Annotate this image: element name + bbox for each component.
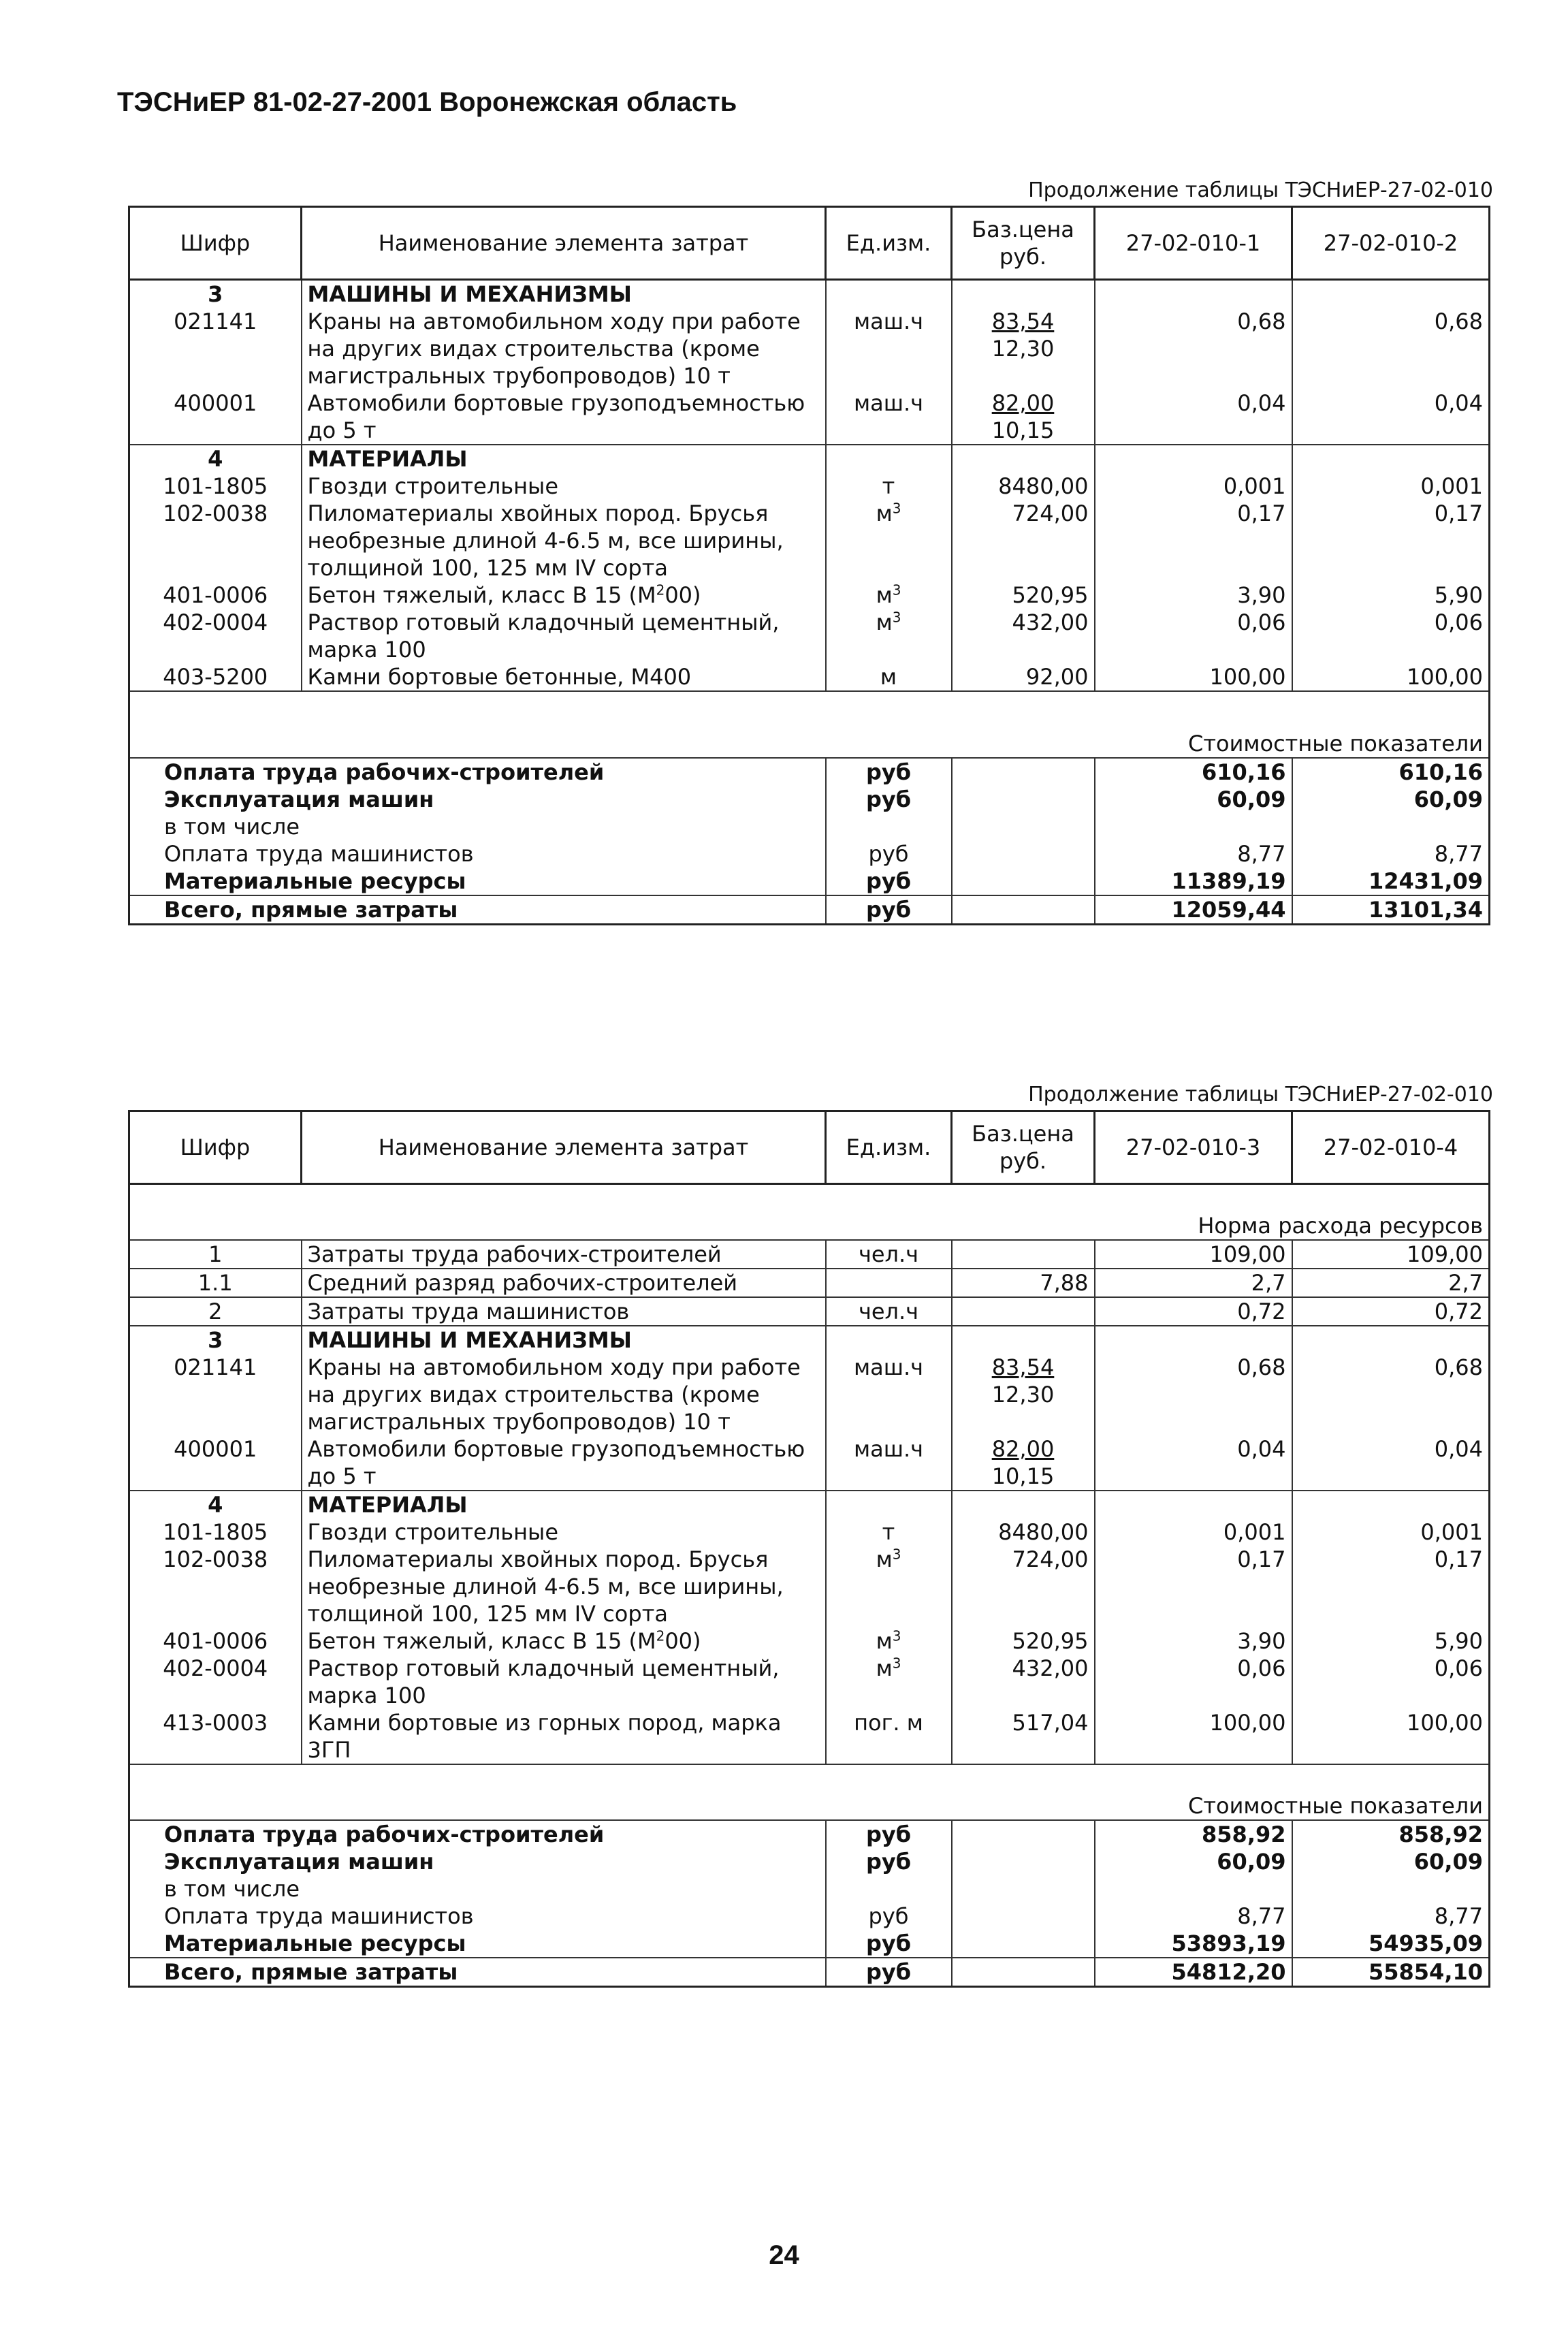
row-name: Гвозди строительные bbox=[302, 1518, 826, 1546]
row-price: 517,04 bbox=[952, 1709, 1095, 1764]
row-value-1: 0,04 bbox=[1095, 389, 1292, 445]
price-top: 82,00 bbox=[991, 390, 1055, 416]
row-name: МАШИНЫ И МЕХАНИЗМЫ bbox=[302, 1326, 826, 1354]
header-col1: 27-02-010-3 bbox=[1095, 1111, 1292, 1184]
row-name bbox=[302, 1627, 826, 1655]
summary-row bbox=[129, 813, 1490, 840]
table-header-row bbox=[129, 1111, 1490, 1184]
row-code: 1 bbox=[129, 1240, 302, 1269]
summary-value-2: 8,77 bbox=[1292, 840, 1490, 868]
page-number: 24 bbox=[769, 2240, 799, 2270]
cost-header: Стоимостные показатели bbox=[129, 1764, 1490, 1820]
summary-row bbox=[129, 758, 1490, 786]
header-name: Наименование элемента затрат bbox=[302, 1111, 826, 1184]
row-value-1: 0,68 bbox=[1095, 1354, 1292, 1435]
row-price: 92,00 bbox=[952, 663, 1095, 691]
row-price: 432,00 bbox=[952, 1655, 1095, 1709]
unit-sup: 3 bbox=[892, 609, 901, 626]
row-value-1: 3,90 bbox=[1095, 582, 1292, 609]
row-unit: маш.ч bbox=[826, 389, 952, 445]
row-unit: маш.ч bbox=[826, 1435, 952, 1491]
summary-value-1: 54812,20 bbox=[1095, 1958, 1292, 1987]
summary-unit: руб bbox=[826, 1848, 952, 1875]
row-price: 520,95 bbox=[952, 1627, 1095, 1655]
row-name: МАШИНЫ И МЕХАНИЗМЫ bbox=[302, 280, 826, 308]
row-name: МАТЕРИАЛЫ bbox=[302, 445, 826, 473]
name-sup: 2 bbox=[656, 582, 665, 599]
norm-header-row bbox=[129, 1184, 1490, 1241]
summary-unit: руб bbox=[826, 758, 952, 786]
section-row bbox=[129, 445, 1490, 473]
row-code: 400001 bbox=[129, 389, 302, 445]
summary-row bbox=[129, 840, 1490, 868]
row-value-2: 0,04 bbox=[1292, 1435, 1490, 1491]
summary-label: Оплата труда рабочих-строителей bbox=[129, 758, 826, 786]
summary-value-2: 12431,09 bbox=[1292, 868, 1490, 895]
row-name: Краны на автомобильном ходу при работе на других видах строительства (кроме магистральных трубопроводов) 10 т bbox=[302, 308, 826, 389]
document-title: ТЭСНиЕР 81-02-27-2001 Воронежская область bbox=[117, 87, 737, 117]
name-sup: 2 bbox=[656, 1627, 665, 1644]
table-row bbox=[129, 1709, 1490, 1764]
row-name: Раствор готовый кладочный цементный, марка 100 bbox=[302, 609, 826, 663]
price-top: 83,54 bbox=[991, 1354, 1055, 1380]
summary-row bbox=[129, 895, 1490, 925]
row-value-1: 0,72 bbox=[1095, 1297, 1292, 1326]
summary-value-2: 8,77 bbox=[1292, 1903, 1490, 1930]
price-top: 83,54 bbox=[991, 308, 1055, 334]
summary-row bbox=[129, 1958, 1490, 1987]
summary-value-2: 610,16 bbox=[1292, 758, 1490, 786]
summary-row bbox=[129, 1903, 1490, 1930]
section-row bbox=[129, 1326, 1490, 1354]
name-part: 00) bbox=[665, 582, 701, 608]
row-value-2: 2,7 bbox=[1292, 1269, 1490, 1297]
name-part: Бетон тяжелый, класс B 15 (М bbox=[307, 1628, 656, 1654]
row-code: 1.1 bbox=[129, 1269, 302, 1297]
table-row bbox=[129, 1297, 1490, 1326]
cost-header-row bbox=[129, 1764, 1490, 1820]
summary-label: Эксплуатация машин bbox=[129, 786, 826, 813]
row-name: Затраты труда машинистов bbox=[302, 1297, 826, 1326]
row-price: 520,95 bbox=[952, 582, 1095, 609]
row-code: 021141 bbox=[129, 1354, 302, 1435]
row-code: 4 bbox=[129, 1491, 302, 1518]
summary-label: Эксплуатация машин bbox=[129, 1848, 826, 1875]
summary-value-1: 53893,19 bbox=[1095, 1930, 1292, 1958]
name-part: Бетон тяжелый, класс B 15 (М bbox=[307, 582, 656, 608]
row-value-2: 100,00 bbox=[1292, 1709, 1490, 1764]
summary-row bbox=[129, 786, 1490, 813]
header-price: Баз.цена руб. bbox=[952, 207, 1095, 280]
row-value-1: 0,001 bbox=[1095, 473, 1292, 500]
table-row bbox=[129, 473, 1490, 500]
summary-label: Всего, прямые затраты bbox=[129, 1958, 826, 1987]
table-row bbox=[129, 1269, 1490, 1297]
unit-base: м bbox=[876, 582, 893, 608]
table-row bbox=[129, 1435, 1490, 1491]
row-unit: т bbox=[826, 473, 952, 500]
table-caption: Продолжение таблицы ТЭСНиЕР-27-02-010 bbox=[1028, 178, 1493, 202]
table-row bbox=[129, 1655, 1490, 1709]
table-row bbox=[129, 500, 1490, 582]
row-name: Автомобили бортовые грузоподъемностью до 5 т bbox=[302, 389, 826, 445]
row-code: 402-0004 bbox=[129, 609, 302, 663]
row-name: Средний разряд рабочих-строителей bbox=[302, 1269, 826, 1297]
cost-header-row bbox=[129, 691, 1490, 758]
row-price bbox=[952, 1354, 1095, 1435]
row-code: 413-0003 bbox=[129, 1709, 302, 1764]
unit-sup: 3 bbox=[892, 500, 901, 517]
row-value-1: 0,04 bbox=[1095, 1435, 1292, 1491]
row-unit bbox=[826, 582, 952, 609]
row-value-2: 100,00 bbox=[1292, 663, 1490, 691]
summary-value-1: 12059,44 bbox=[1095, 895, 1292, 925]
table-row bbox=[129, 389, 1490, 445]
name-part: 00) bbox=[665, 1628, 701, 1654]
header-unit: Ед.изм. bbox=[826, 1111, 952, 1184]
row-value-2: 0,06 bbox=[1292, 1655, 1490, 1709]
summary-unit: руб bbox=[826, 868, 952, 895]
summary-label: Оплата труда рабочих-строителей bbox=[129, 1820, 826, 1848]
summary-value-1: 610,16 bbox=[1095, 758, 1292, 786]
row-code: 021141 bbox=[129, 308, 302, 389]
table-row bbox=[129, 308, 1490, 389]
header-col2: 27-02-010-4 bbox=[1292, 1111, 1490, 1184]
unit-sup: 3 bbox=[892, 582, 901, 599]
row-price: 432,00 bbox=[952, 609, 1095, 663]
summary-value-2: 60,09 bbox=[1292, 786, 1490, 813]
section-row bbox=[129, 280, 1490, 308]
row-name: Автомобили бортовые грузоподъемностью до 5 т bbox=[302, 1435, 826, 1491]
row-unit: маш.ч bbox=[826, 308, 952, 389]
summary-row bbox=[129, 1875, 1490, 1903]
row-value-2: 0,17 bbox=[1292, 500, 1490, 582]
row-unit: маш.ч bbox=[826, 1354, 952, 1435]
unit-sup: 3 bbox=[892, 1655, 901, 1672]
row-unit bbox=[826, 500, 952, 582]
row-price: 724,00 bbox=[952, 1546, 1095, 1627]
row-price bbox=[952, 1297, 1095, 1326]
row-code: 401-0006 bbox=[129, 1627, 302, 1655]
row-code: 101-1805 bbox=[129, 473, 302, 500]
row-unit bbox=[826, 609, 952, 663]
unit-base: м bbox=[876, 500, 893, 526]
row-name: Раствор готовый кладочный цементный, марка 100 bbox=[302, 1655, 826, 1709]
row-name: Затраты труда рабочих-строителей bbox=[302, 1240, 826, 1269]
table-row bbox=[129, 582, 1490, 609]
table-row bbox=[129, 609, 1490, 663]
row-code: 400001 bbox=[129, 1435, 302, 1491]
row-price bbox=[952, 389, 1095, 445]
row-unit: чел.ч bbox=[826, 1297, 952, 1326]
row-name: Камни бортовые из горных пород, марка 3ГП bbox=[302, 1709, 826, 1764]
summary-unit: руб bbox=[826, 786, 952, 813]
table-caption: Продолжение таблицы ТЭСНиЕР-27-02-010 bbox=[1028, 1083, 1493, 1107]
row-price: 8480,00 bbox=[952, 473, 1095, 500]
row-price bbox=[952, 1240, 1095, 1269]
summary-value-2: 55854,10 bbox=[1292, 1958, 1490, 1987]
row-name: Пиломатериалы хвойных пород. Брусья необрезные длиной 4-6.5 м, все ширины, толщиной 100, 125 мм IV сорта bbox=[302, 1546, 826, 1627]
row-value-2: 0,001 bbox=[1292, 473, 1490, 500]
price-bottom: 12,30 bbox=[991, 336, 1055, 362]
estimate-table-1 bbox=[128, 206, 1490, 925]
row-name: Камни бортовые бетонные, М400 bbox=[302, 663, 826, 691]
table-row bbox=[129, 663, 1490, 691]
row-value-1: 3,90 bbox=[1095, 1627, 1292, 1655]
cost-header: Стоимостные показатели bbox=[129, 691, 1490, 758]
row-price: 7,88 bbox=[952, 1269, 1095, 1297]
summary-label: Оплата труда машинистов bbox=[129, 840, 826, 868]
summary-value-2: 54935,09 bbox=[1292, 1930, 1490, 1958]
row-value-2: 5,90 bbox=[1292, 582, 1490, 609]
row-value-1: 100,00 bbox=[1095, 663, 1292, 691]
table-row bbox=[129, 1240, 1490, 1269]
row-value-1: 0,06 bbox=[1095, 1655, 1292, 1709]
row-unit bbox=[826, 1627, 952, 1655]
summary-unit: руб bbox=[826, 840, 952, 868]
row-value-2: 0,72 bbox=[1292, 1297, 1490, 1326]
row-price: 8480,00 bbox=[952, 1518, 1095, 1546]
row-price: 724,00 bbox=[952, 500, 1095, 582]
unit-base: м bbox=[876, 1655, 893, 1681]
header-name: Наименование элемента затрат bbox=[302, 207, 826, 280]
row-code: 401-0006 bbox=[129, 582, 302, 609]
row-value-1: 0,17 bbox=[1095, 1546, 1292, 1627]
row-value-1: 100,00 bbox=[1095, 1709, 1292, 1764]
table-header-row bbox=[129, 207, 1490, 280]
summary-unit: руб bbox=[826, 1958, 952, 1987]
summary-value-1: 60,09 bbox=[1095, 1848, 1292, 1875]
row-price bbox=[952, 308, 1095, 389]
row-code: 102-0038 bbox=[129, 1546, 302, 1627]
row-unit bbox=[826, 1546, 952, 1627]
section-row bbox=[129, 1491, 1490, 1518]
price-bottom: 10,15 bbox=[991, 1463, 1055, 1489]
summary-row bbox=[129, 1820, 1490, 1848]
row-name bbox=[302, 582, 826, 609]
row-code: 2 bbox=[129, 1297, 302, 1326]
summary-value-2: 13101,34 bbox=[1292, 895, 1490, 925]
row-value-1: 109,00 bbox=[1095, 1240, 1292, 1269]
summary-value-2: 858,92 bbox=[1292, 1820, 1490, 1848]
header-code: Шифр bbox=[129, 1111, 302, 1184]
row-unit: чел.ч bbox=[826, 1240, 952, 1269]
price-bottom: 12,30 bbox=[991, 1382, 1055, 1407]
table-row bbox=[129, 1354, 1490, 1435]
row-value-1: 0,06 bbox=[1095, 609, 1292, 663]
summary-unit: руб bbox=[826, 895, 952, 925]
summary-value-1: 8,77 bbox=[1095, 840, 1292, 868]
unit-sup: 3 bbox=[892, 1546, 901, 1563]
row-value-1: 0,001 bbox=[1095, 1518, 1292, 1546]
header-unit: Ед.изм. bbox=[826, 207, 952, 280]
table-row bbox=[129, 1518, 1490, 1546]
norm-header: Норма расхода ресурсов bbox=[129, 1184, 1490, 1241]
summary-unit: руб bbox=[826, 1820, 952, 1848]
row-value-2: 0,06 bbox=[1292, 609, 1490, 663]
row-unit: т bbox=[826, 1518, 952, 1546]
summary-value-2: 60,09 bbox=[1292, 1848, 1490, 1875]
unit-sup: 3 bbox=[892, 1627, 901, 1644]
row-unit: м bbox=[826, 663, 952, 691]
price-top: 82,00 bbox=[991, 1436, 1055, 1462]
summary-label: в том числе bbox=[129, 1875, 826, 1903]
summary-row bbox=[129, 1848, 1490, 1875]
table-row bbox=[129, 1546, 1490, 1627]
row-value-2: 0,17 bbox=[1292, 1546, 1490, 1627]
summary-label: Всего, прямые затраты bbox=[129, 895, 826, 925]
row-value-2: 0,04 bbox=[1292, 389, 1490, 445]
summary-value-1: 858,92 bbox=[1095, 1820, 1292, 1848]
row-price bbox=[952, 1435, 1095, 1491]
row-name: Краны на автомобильном ходу при работе на других видах строительства (кроме магистральных трубопроводов) 10 т bbox=[302, 1354, 826, 1435]
row-value-2: 0,68 bbox=[1292, 308, 1490, 389]
summary-label: Оплата труда машинистов bbox=[129, 1903, 826, 1930]
row-value-1: 0,17 bbox=[1095, 500, 1292, 582]
row-unit bbox=[826, 1655, 952, 1709]
price-bottom: 10,15 bbox=[991, 417, 1055, 443]
summary-row bbox=[129, 1930, 1490, 1958]
header-price: Баз.цена руб. bbox=[952, 1111, 1095, 1184]
row-code: 101-1805 bbox=[129, 1518, 302, 1546]
header-col2: 27-02-010-2 bbox=[1292, 207, 1490, 280]
header-col1: 27-02-010-1 bbox=[1095, 207, 1292, 280]
unit-base: м bbox=[876, 609, 893, 635]
summary-unit: руб bbox=[826, 1903, 952, 1930]
table-row bbox=[129, 1627, 1490, 1655]
summary-label: Материальные ресурсы bbox=[129, 868, 826, 895]
header-code: Шифр bbox=[129, 207, 302, 280]
row-code: 402-0004 bbox=[129, 1655, 302, 1709]
summary-value-1: 60,09 bbox=[1095, 786, 1292, 813]
summary-label: Материальные ресурсы bbox=[129, 1930, 826, 1958]
unit-base: м bbox=[876, 1546, 893, 1572]
unit-base: м bbox=[876, 1628, 893, 1654]
row-unit: пог. м bbox=[826, 1709, 952, 1764]
row-code: 4 bbox=[129, 445, 302, 473]
summary-value-1: 8,77 bbox=[1095, 1903, 1292, 1930]
row-name: МАТЕРИАЛЫ bbox=[302, 1491, 826, 1518]
row-value-1: 2,7 bbox=[1095, 1269, 1292, 1297]
summary-row bbox=[129, 868, 1490, 895]
estimate-table-2 bbox=[128, 1110, 1490, 1988]
row-name: Гвозди строительные bbox=[302, 473, 826, 500]
row-value-2: 0,001 bbox=[1292, 1518, 1490, 1546]
row-code: 403-5200 bbox=[129, 663, 302, 691]
row-value-1: 0,68 bbox=[1095, 308, 1292, 389]
row-name: Пиломатериалы хвойных пород. Брусья необрезные длиной 4-6.5 м, все ширины, толщиной 100, 125 мм IV сорта bbox=[302, 500, 826, 582]
row-code: 3 bbox=[129, 1326, 302, 1354]
row-value-2: 0,68 bbox=[1292, 1354, 1490, 1435]
row-value-2: 109,00 bbox=[1292, 1240, 1490, 1269]
row-unit bbox=[826, 1269, 952, 1297]
row-value-2: 5,90 bbox=[1292, 1627, 1490, 1655]
row-code: 102-0038 bbox=[129, 500, 302, 582]
summary-value-1: 11389,19 bbox=[1095, 868, 1292, 895]
summary-label: в том числе bbox=[129, 813, 826, 840]
row-code: 3 bbox=[129, 280, 302, 308]
summary-unit: руб bbox=[826, 1930, 952, 1958]
